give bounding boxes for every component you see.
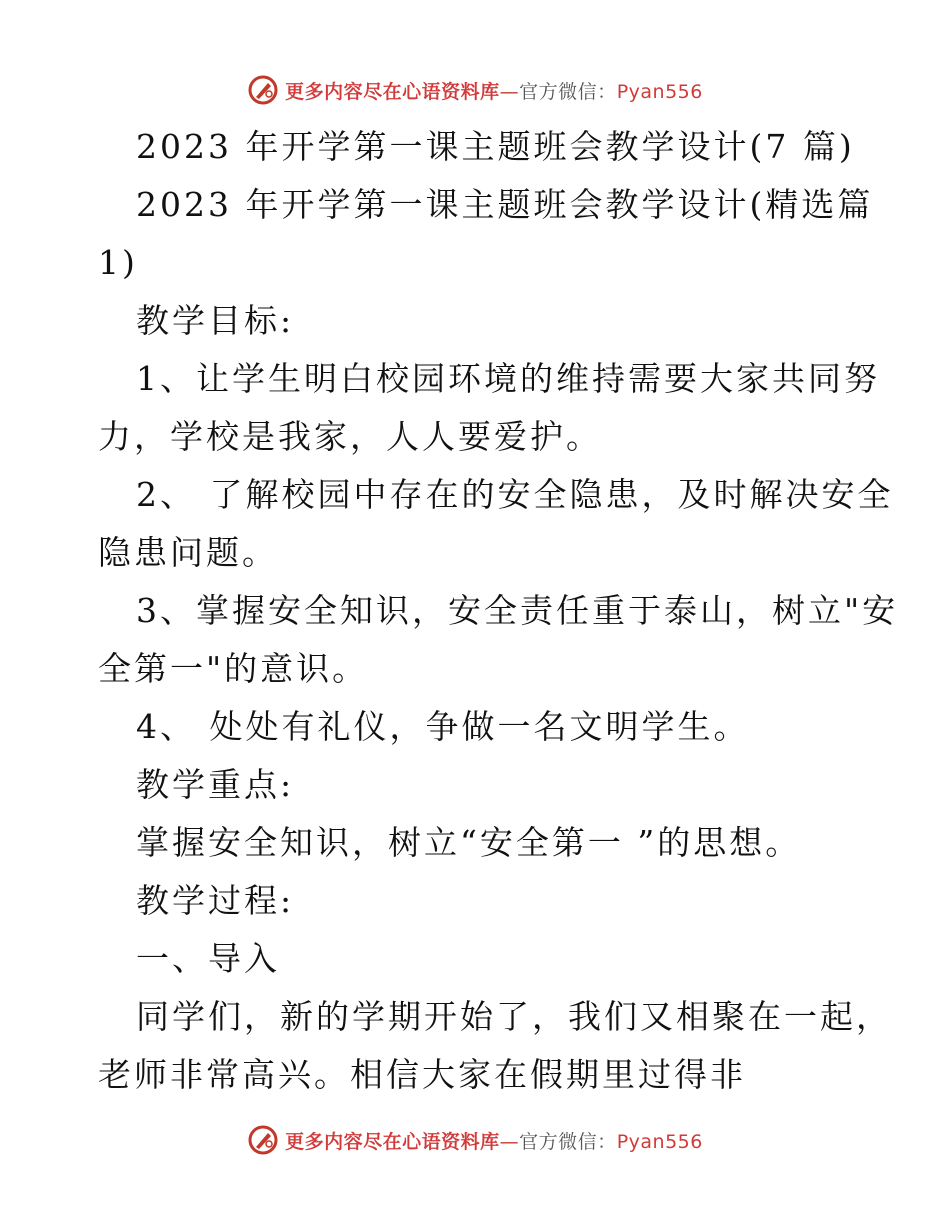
footer-watermark [0,1120,950,1160]
pen-logo-icon [247,1124,279,1156]
watermark-wechat-label: 官方微信： [519,80,617,103]
watermark-brand: 更多内容尽在心语资料库 [285,80,500,103]
document-body [98,118,899,1104]
text-line: 全第一"的意识。 [98,649,369,688]
text-line: 教学目标: [136,301,295,340]
watermark-dash: — [499,1130,520,1153]
watermark-account: Pyan556 [616,1130,703,1153]
watermark-account: Pyan556 [616,80,703,103]
text-line: 4、 处处有礼仪，争做一名文明学生。 [136,707,750,746]
text-line: 一、导入 [136,939,280,978]
text-line: 1) [98,243,138,282]
watermark-brand: 更多内容尽在心语资料库 [285,1130,500,1153]
text-line: 3、掌握安全知识，安全责任重于泰山，树立"安 [136,591,899,630]
text-line: 掌握安全知识，树立“安全第一 ”的思想。 [136,823,802,862]
text-line: 2、 了解校园中存在的安全隐患，及时解决安全 [136,475,894,514]
text-line: 老师非常高兴。相信大家在假期里过得非 [98,1055,746,1094]
text-line: 教学重点: [136,765,295,804]
text-line: 2023 年开学第一课主题班会教学设计(精选篇 [136,185,874,224]
text-line: 力，学校是我家，人人要爱护。 [98,417,602,456]
text-line: 教学过程: [136,881,295,920]
text-line: 隐患问题。 [98,533,278,572]
watermark-text [285,77,703,104]
watermark-text [285,1127,703,1154]
text-line: 同学们，新的学期开始了，我们又相聚在一起， [136,997,892,1036]
pen-logo-icon [247,74,279,106]
watermark-wechat-label: 官方微信： [519,1130,617,1153]
text-line: 2023 年开学第一课主题班会教学设计(7 篇) [136,127,855,166]
text-line: 1、让学生明白校园环境的维持需要大家共同努 [136,359,880,398]
watermark-dash: — [499,80,520,103]
header-watermark [0,70,950,110]
